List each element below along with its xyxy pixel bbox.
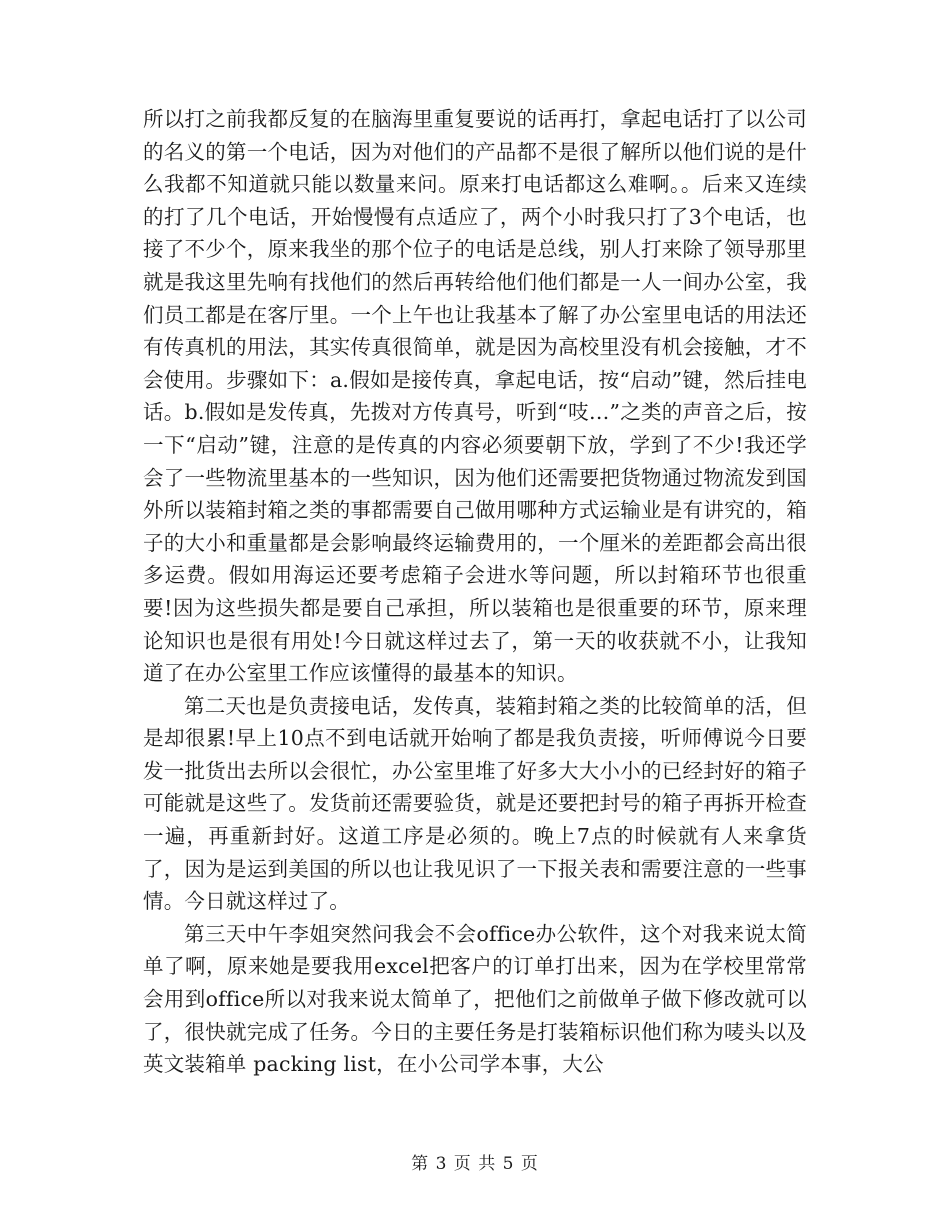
paragraph-2: 第二天也是负责接电话，发传真，装箱封箱之类的比较简单的活，但是却很累!早上10点不到电话就开始响了都是我负责接，听师傅说今日要发一批货出去所以会很忙，办公室里堆了好多大大小小的已经封好的箱子可能就是这些了。发货前还需要验货，就是还要把封号的箱子再拆开检查一遍，再重新封好。这道工序是必须的。晚上7点的时候就有人来拿货了，因为是运到美国的所以也让我见识了一下报关表和需要注意的一些事情。今日就这样过了。: [143, 693, 807, 914]
paragraph-1: 所以打之前我都反复的在脑海里重复要说的话再打，拿起电话打了以公司的名义的第一个电话，因为对他们的产品都不是很了解所以他们说的是什么我都不知道就只能以数量来问。原来打电话都这么难啊。。后来又连续的打了几个电话，开始慢慢有点适应了，两个小时我只打了3个电话，也接了不少个，原来我坐的那个位子的电话是总线，别人打来除了领导那里就是我这里先响有找他们的然后再转给他们他们都是一人一间办公室，我们员工都是在客厅里。一个上午也让我基本了解了办公室里电话的用法还有传真机的用法，其实传真很简单，就是因为高校里没有机会接触，才不会使用。步骤如下：a.假如是接传真，拿起电话，按“启动”键，然后挂电话。b.假如是发传真，先拨对方传真号，听到“吱…”之类的声音之后，按一下“启动”键，注意的是传真的内容必须要朝下放，学到了不少!我还学会了一些物流里基本的一些知识，因为他们还需要把货物通过物流发到国外所以装箱封箱之类的事都需要自己做用哪种方式运输业是有讲究的，箱子的大小和重量都是会影响最终运输费用的，一个厘米的差距都会高出很多运费。假如用海运还要考虑箱子会进水等问题，所以封箱环节也很重要!因为这些损失都是要自己承担，所以装箱也是很重要的环节，原来理论知识也是很有用处!今日就这样过去了，第一天的收获就不小，让我知道了在办公室里工作应该懂得的最基本的知识。: [143, 107, 807, 686]
page-number-footer: 第 3 页 共 5 页: [411, 1154, 539, 1174]
document-body: [143, 103, 807, 1081]
paragraph-3: 第三天中午李姐突然问我会不会office办公软件，这个对我来说太简单了啊，原来她是要我用excel把客户的订单打出来，因为在学校里常常会用到office所以对我来说太简单了，把他们之前做单子做下修改就可以了，很快就完成了任务。今日的主要任务是打装箱标识他们称为唛头以及英文装箱单 packing list，在小公司学本事，大公: [143, 921, 807, 1077]
